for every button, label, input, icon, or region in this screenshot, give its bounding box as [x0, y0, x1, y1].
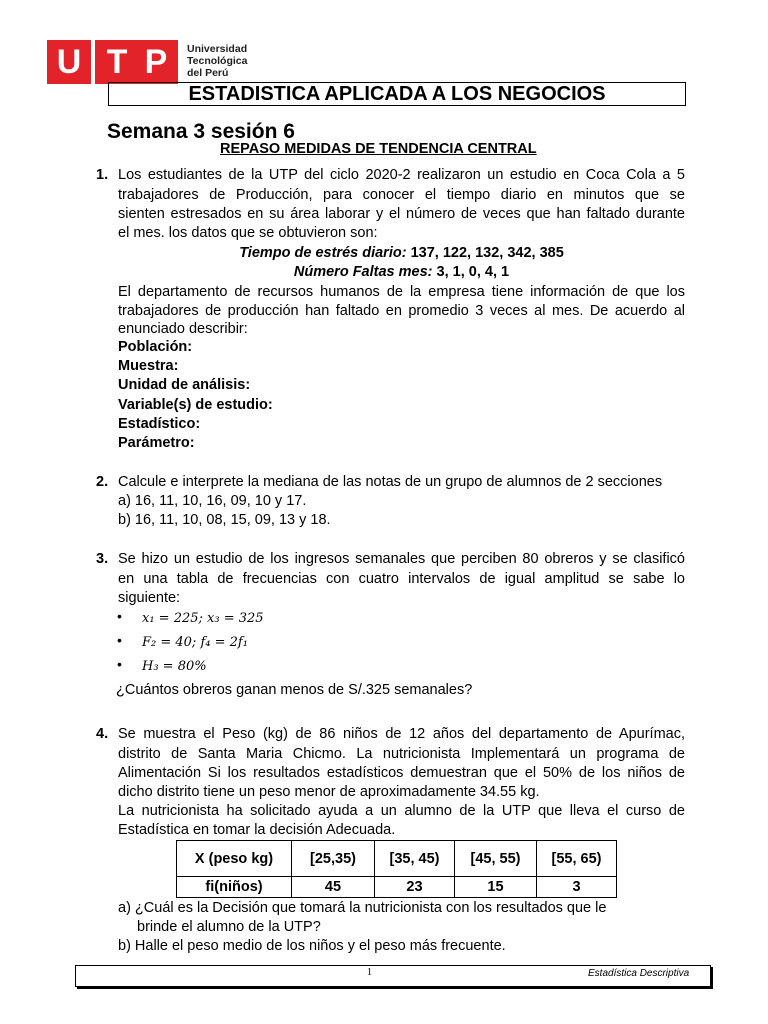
q4-line: distrito de Santa Maria Chicmo. La nutricionista Implementará un programa de: [118, 746, 685, 762]
q1-item-variables: Variable(s) de estudio:: [118, 397, 273, 413]
table-cell: [25,35): [292, 841, 375, 877]
q4-number: 4.: [96, 726, 109, 742]
q3-question: ¿Cuántos obreros ganan menos de S/.325 semanales?: [116, 682, 473, 698]
q1-line: Los estudiantes de la UTP del ciclo 2020-2 realizaron un estudio en Coca Cola a 5: [118, 167, 685, 183]
q1-line: El departamento de recursos humanos de la empresa tiene información de que los: [118, 284, 685, 300]
q3-line: Se hizo un estudio de los ingresos semanales que perciben 80 obreros y se clasificó: [118, 551, 685, 567]
q1-item-parametro: Parámetro:: [118, 435, 195, 451]
bullet-dot: •: [117, 608, 122, 624]
table-cell: 23: [375, 877, 455, 898]
table-cell: fi(niños): [177, 877, 292, 898]
bullet-dot: •: [117, 656, 122, 672]
q1-line: trabajadores de producción han faltado en promedio 3 veces al mes. De acuerdo al: [118, 303, 685, 319]
q4-line: La nutricionista ha solicitado ayuda a un alumno de la UTP que lleva el curso de: [118, 803, 685, 819]
q3-bullet-formula: H₃ = 80%: [142, 659, 207, 674]
table-cell: [45, 55): [455, 841, 537, 877]
table-cell: 45: [292, 877, 375, 898]
q4-line: Estadística en tomar la decisión Adecuada.: [118, 822, 396, 838]
logo-letter-u: U: [47, 40, 91, 84]
bullet-dot: •: [117, 632, 122, 648]
q1-line: enunciado describir:: [118, 321, 248, 337]
section-subtitle: REPASO MEDIDAS DE TENDENCIA CENTRAL: [220, 141, 537, 157]
logo-letter-t: T: [95, 40, 139, 84]
q1-line: el mes. los datos que se obtuvieron son:: [118, 225, 378, 241]
q1-number: 1.: [96, 167, 109, 183]
table-cell: X (peso kg): [177, 841, 292, 877]
q1-line: sienten estresados en su área laborar y el número de veces que han faltado durante: [118, 206, 685, 222]
q3-line: siguiente:: [118, 590, 181, 606]
logo-letter-p: P: [134, 40, 178, 84]
table-cell: 15: [455, 877, 537, 898]
table-row: [177, 877, 617, 898]
table-cell: [55, 65): [537, 841, 617, 877]
q3-bullet-formula: F₂ = 40; f₄ = 2f₁: [142, 635, 248, 650]
q3-number: 3.: [96, 551, 109, 567]
q1-item-muestra: Muestra:: [118, 358, 179, 374]
q1-item-poblacion: Población:: [118, 339, 193, 355]
university-name: Universidad Tecnológica del Perú: [187, 43, 248, 79]
q4-sub-a-cont: brinde el alumno de la UTP?: [137, 919, 321, 935]
q1-data-stress: Tiempo de estrés diario: 137, 122, 132, 342, 385: [239, 245, 564, 261]
q4-line: Alimentación Si los resultados estadísticos demuestran que el 50% de los niños de: [118, 765, 685, 781]
q4-sub-b: b) Halle el peso medio de los niños y el peso más frecuente.: [118, 938, 506, 954]
table-cell: 3: [537, 877, 617, 898]
q2-line: a) 16, 11, 10, 16, 09, 10 y 17.: [118, 493, 307, 509]
q2-line: b) 16, 11, 10, 08, 15, 09, 13 y 18.: [118, 512, 331, 528]
table-header-row: [177, 841, 617, 877]
q3-bullet-formula: x₁ = 225; x₃ = 325: [142, 611, 264, 626]
q4-line: Se muestra el Peso (kg) de 86 niños de 12 años del departamento de Apurímac,: [118, 726, 685, 742]
q2-number: 2.: [96, 474, 109, 490]
table-cell: [35, 45): [375, 841, 455, 877]
q3-line: en una tabla de frecuencias con cuatro intervalos de igual amplitud se sabe lo: [118, 571, 685, 587]
session-title: Semana 3 sesión 6: [107, 120, 295, 143]
q2-line: Calcule e interprete la mediana de las notas de un grupo de alumnos de 2 secciones: [118, 474, 663, 490]
q4-line: dicho distrito tiene un peso menor de aproximadamente 34.55 kg.: [118, 784, 540, 800]
course-title: ESTADISTICA APLICADA A LOS NEGOCIOS: [108, 82, 686, 106]
q1-item-estadistico: Estadístico:: [118, 416, 201, 432]
q1-line: trabajadores de Producción, para conocer el tiempo diario en minutos que se: [118, 187, 685, 203]
q1-data-absences: Número Faltas mes: 3, 1, 0, 4, 1: [293, 264, 510, 280]
q1-item-unidad: Unidad de análisis:: [118, 377, 251, 393]
q4-sub-a: a) ¿Cuál es la Decisión que tomará la nutricionista con los resultados que le: [118, 900, 607, 916]
weight-frequency-table: [176, 840, 617, 898]
footer-label: Estadística Descriptiva: [588, 968, 690, 979]
page-number: 1: [367, 967, 372, 978]
